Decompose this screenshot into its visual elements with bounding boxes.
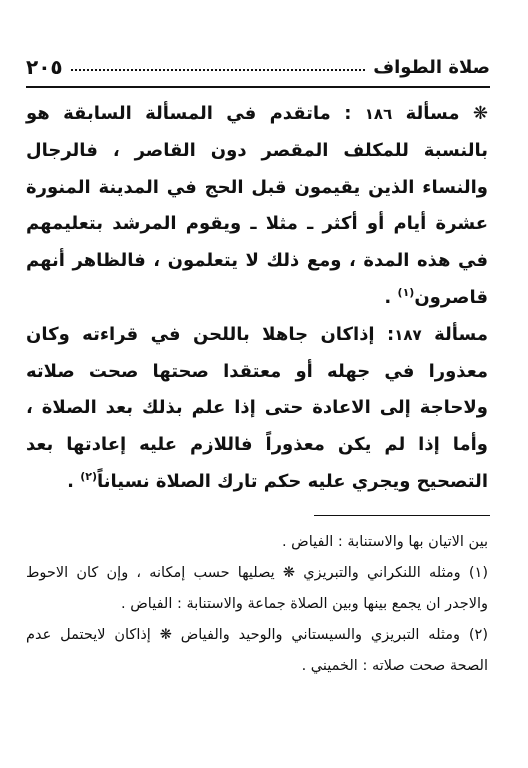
issue-number: ١٨٧	[394, 325, 422, 344]
issue-186-paragraph	[26, 96, 488, 317]
issue-187-paragraph	[26, 317, 488, 501]
main-text	[26, 96, 488, 501]
footnote-1: (١) ومثله اللنكراني والتبريزي ❋ يصليها حسب إمكانه ، وإن كان الاحوط والاجدر ان يجمع بينها وبين الصلاة جماعة والاستنابة : الفياض .	[26, 565, 488, 612]
footnote-continuation: بين الاتيان بها والاستنابة : الفياض .	[281, 534, 488, 550]
issue-separator: :	[344, 103, 352, 124]
page-header	[26, 50, 490, 84]
issue-label: مسألة	[434, 323, 488, 345]
issue-separator: :	[387, 323, 395, 345]
sentence-end: .	[384, 286, 398, 308]
header-dot-leader	[71, 69, 366, 71]
footnotes	[26, 527, 488, 682]
issue-label: مسألة	[405, 103, 460, 124]
footnote-separator	[314, 515, 490, 516]
footnote-ref-2: (٢)	[80, 469, 97, 483]
star-icon: ❋	[472, 103, 488, 124]
issue-186-text: ماتقدم في المسألة السابقة هو بالنسبة للمكلف المقصر دون القاصر ، فالرجال والنساء الذين يقيمون قبل الحج في المدينة المنورة عشرة أيام أو أكثر ـ مثلا ـ ويقوم المرشد بتعليمهم في هذه المدة ، ومع ذلك لا يتعلمون ، فالظاهر أنهم قاصرون	[26, 103, 488, 308]
header-rule	[26, 86, 490, 88]
sentence-end: .	[67, 470, 81, 492]
chapter-title: صلاة الطواف	[373, 56, 490, 78]
footnote-2: (٢) ومثله التبريزي والسيستاني والوحيد والفياض ❋ إذاكان لايحتمل عدم الصحة صحت صلاته : الخميني .	[26, 627, 488, 674]
page-number: ٢٠٥	[26, 55, 63, 79]
footnote-ref-1: (١)	[397, 285, 415, 299]
issue-number: ١٨٦	[364, 105, 393, 123]
issue-187-text: إذاكان جاهلا باللحن في قراءته وكان معذورا في جهله أو معتقدا صحتها صحت صلاته ولاحاجة إلى الاعادة حتى إذا علم بذلك بعد الصلاة ، وأما إذا لم يكن معذوراً فاللازم عليه إعادتها بعد التصحيح ويجري عليه حكم تارك الصلاة نسياناً	[26, 323, 488, 492]
